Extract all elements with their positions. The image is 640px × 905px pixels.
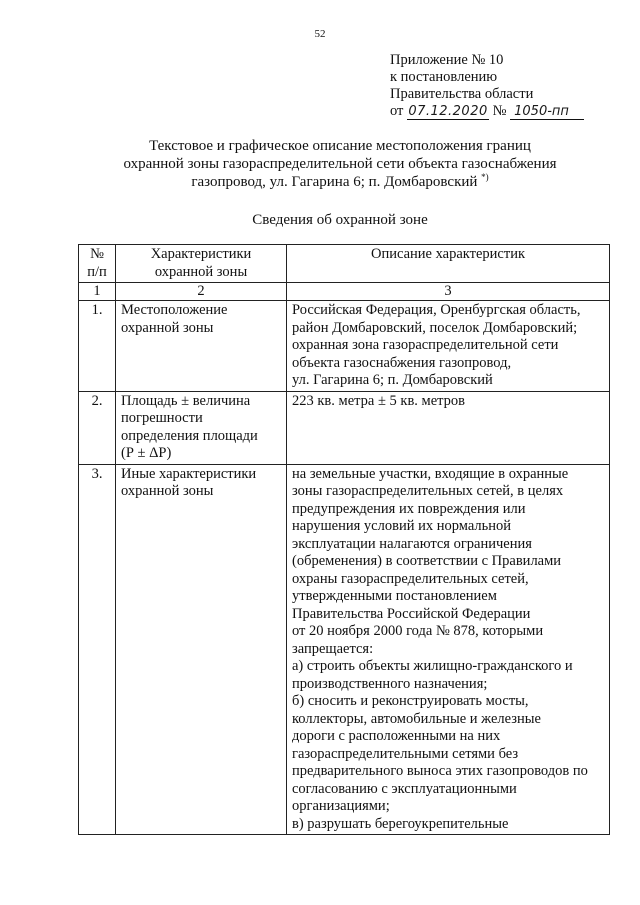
header-characteristic: Характеристики охранной зоны bbox=[116, 245, 287, 283]
row-description: 223 кв. метра ± 5 кв. метров bbox=[287, 391, 610, 464]
number-prefix: № bbox=[492, 103, 507, 119]
title-line-2: охранной зоны газораспределительной сети объекта газоснабжения bbox=[123, 156, 557, 172]
title-line-3 bbox=[60, 173, 620, 191]
handwritten-date: 07.12.2020 bbox=[408, 104, 488, 119]
column-number-2: 2 bbox=[116, 283, 287, 301]
appendix-line-2: к постановлению bbox=[390, 69, 498, 85]
row-characteristic: Иные характеристики охранной зоны bbox=[116, 464, 287, 835]
date-prefix: от bbox=[390, 103, 404, 119]
protection-zone-table bbox=[78, 244, 610, 835]
header-description: Описание характеристик bbox=[287, 245, 610, 283]
page-number: 52 bbox=[314, 28, 326, 40]
row-number: 1. bbox=[79, 301, 116, 392]
document-title bbox=[60, 137, 620, 191]
header-number: № п/п bbox=[79, 245, 116, 283]
footnote-mark: *) bbox=[481, 172, 489, 182]
row-characteristic: Местоположение охранной зоны bbox=[116, 301, 287, 392]
row-description: Российская Федерация, Оренбургская область, район Домбаровский, поселок Домбаровский; охранная зона газораспределительной сети объекта газоснабжения газопровод, ул. Гагарина 6; п. Домбаровский bbox=[287, 301, 610, 392]
table-header-row bbox=[79, 245, 610, 283]
column-number-row bbox=[79, 283, 610, 301]
appendix-date-line bbox=[390, 103, 584, 120]
appendix-line-1: Приложение № 10 bbox=[390, 52, 504, 68]
title-line-3-text: газопровод, ул. Гагарина 6; п. Домбаровский bbox=[191, 174, 478, 190]
table-row bbox=[79, 301, 610, 392]
title-line-1: Текстовое и графическое описание местоположения границ bbox=[149, 138, 531, 154]
row-characteristic: Площадь ± величина погрешности определения площади (Р ± ΔР) bbox=[116, 391, 287, 464]
section-subtitle: Сведения об охранной зоне bbox=[252, 212, 428, 228]
appendix-line-3: Правительства области bbox=[390, 86, 534, 102]
column-number-3: 3 bbox=[287, 283, 610, 301]
row-number: 3. bbox=[79, 464, 116, 835]
row-number: 2. bbox=[79, 391, 116, 464]
row-description: на земельные участки, входящие в охранные зоны газораспределительных сетей, в целях предупреждения их повреждения или нарушения условий их нормальной эксплуатации налагаются ограничения (обременения) в соответствии с Правилами охраны газораспределительных сетей, утвержденными постановлением Правительства Российской Федерации от 20 ноября 2000 года № 878, которыми запрещается: а) строить объекты жилищно-гражданского и производственного назначения; б) сносить и реконструировать мосты, коллекторы, автомобильные и железные дороги с расположенными на них газораспределительными сетями без предварительного выноса этих газопроводов по согласованию с эксплуатационными организациями; в) разрушать берегоукрепительные bbox=[287, 464, 610, 835]
table-row bbox=[79, 464, 610, 835]
column-number-1: 1 bbox=[79, 283, 116, 301]
appendix-block bbox=[390, 52, 584, 120]
handwritten-number: 1050-пп bbox=[510, 104, 584, 120]
table-row bbox=[79, 391, 610, 464]
